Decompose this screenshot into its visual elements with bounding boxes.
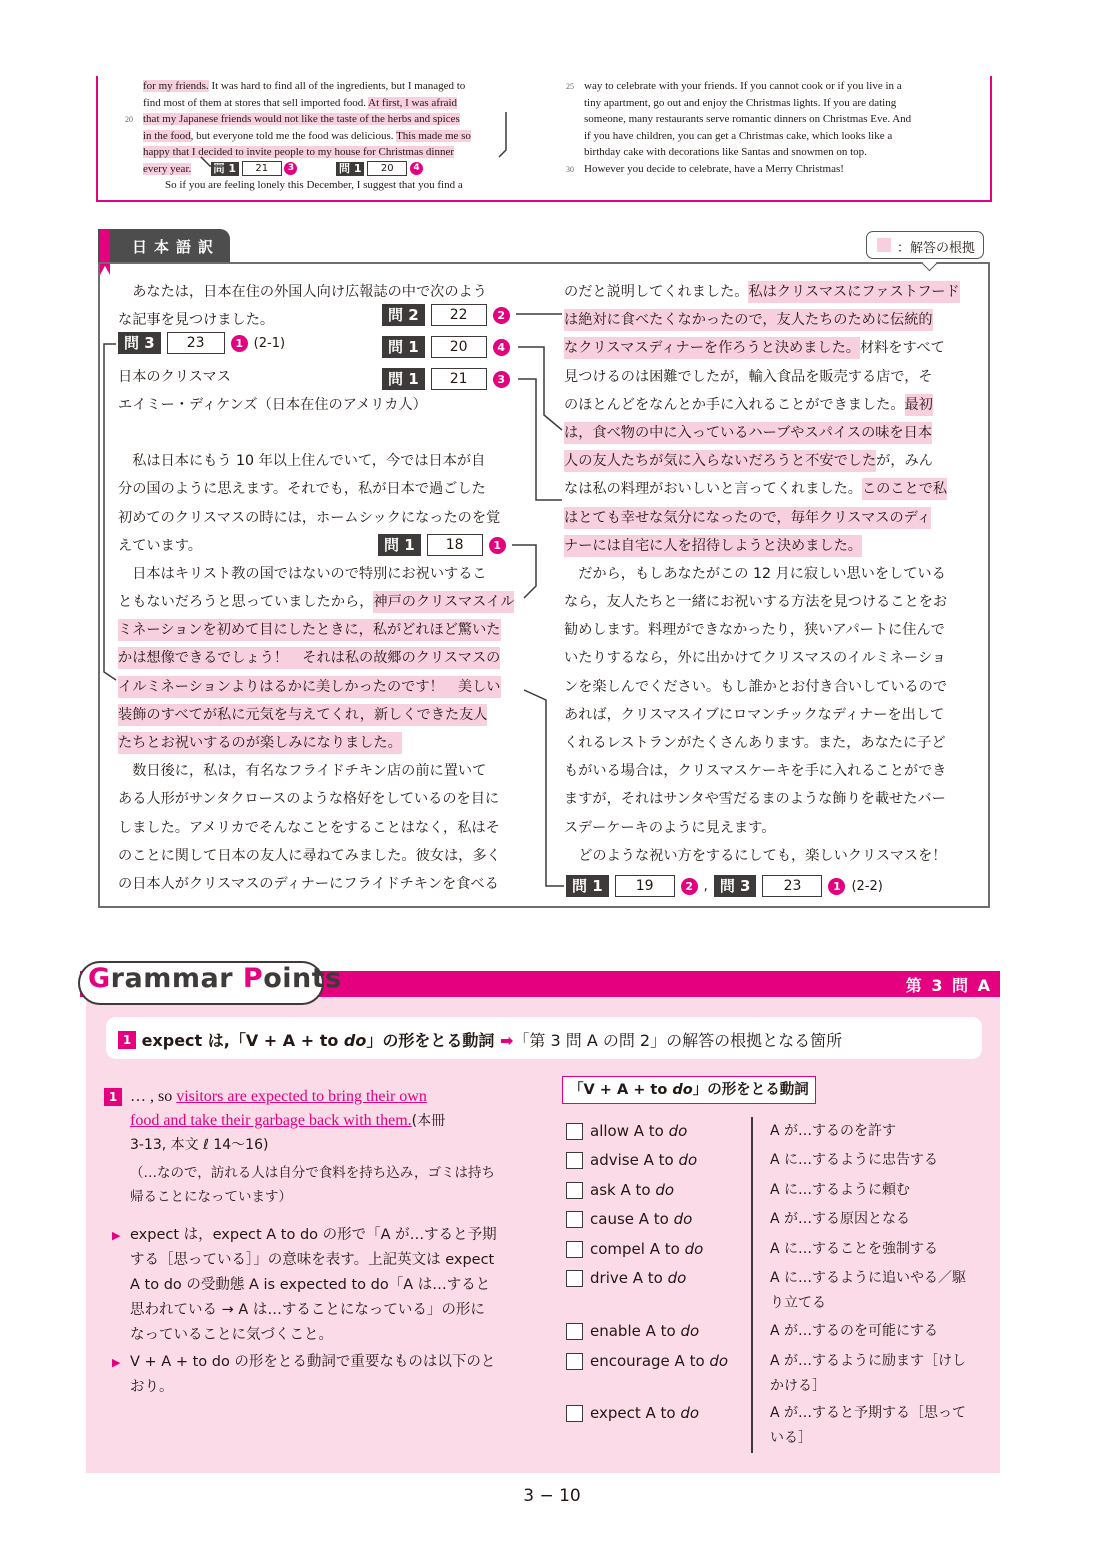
translation-line (564, 644, 970, 672)
example-number: 1 (104, 1088, 122, 1106)
checkbox-icon (566, 1323, 583, 1340)
translation-line (118, 504, 524, 532)
question-tag: 問 3 (714, 875, 757, 897)
translation-line (118, 419, 524, 447)
translation-text: あれば，クリスマスイブにロマンチックなディナーを出して (564, 706, 945, 723)
note-line: V + A + to do の形をとる動詞で重要なものは以下のと (130, 1354, 496, 1370)
verb-row (566, 1119, 986, 1144)
answer-box: 18 (427, 534, 483, 556)
meaning-line: A に…するように頼む (770, 1182, 911, 1198)
checkbox-icon (566, 1211, 583, 1228)
example-underlined: food and take their garbage back with them. (130, 1112, 412, 1129)
answer-box: 22 (431, 304, 487, 326)
translation-line (118, 842, 524, 870)
meaning-line: A に…するように追いやる／駆 (770, 1270, 967, 1286)
verb-do: do (684, 1240, 704, 1258)
translation-line (118, 785, 524, 813)
legend (866, 231, 984, 259)
highlighted-text: 最初 (905, 394, 933, 416)
translation-text: ますが，それはサンタや雪だるまのような飾りを載せたバー (564, 791, 946, 808)
question-marker (382, 336, 510, 358)
meaning-line: A が…する原因となる (770, 1211, 911, 1227)
meaning-line: A が…するように励ます［けし (770, 1353, 967, 1369)
translation-line (118, 870, 524, 898)
translation-line (118, 701, 524, 729)
verb-english (590, 1148, 697, 1173)
meaning-line: A が…すると予期する［思って (770, 1405, 967, 1421)
highlighted-text: ナーには自宅に人を招待しようと決めました。 (564, 535, 862, 557)
verb-text: expect A to (590, 1404, 681, 1422)
translation-line (564, 475, 970, 503)
passage-line (125, 111, 505, 128)
verb-row (566, 1349, 986, 1399)
question-marker (382, 304, 510, 326)
translation-text: エイミー・ディケンズ（日本在住のアメリカ人） (118, 396, 427, 413)
verb-row (566, 1266, 986, 1316)
answer-circle: 4 (410, 162, 423, 175)
translation-text: のほとんどをなんとか手に入れることができました。 (564, 396, 905, 413)
line-number: 20 (125, 115, 133, 124)
verb-text: allow A to (590, 1122, 669, 1140)
question-tag: 問 1 (382, 336, 425, 358)
passage-text: someone, many restaurants serve romantic dinners on Christmas Eve. And (584, 113, 912, 125)
translation-text: 日本のクリスマス (118, 368, 231, 385)
translation-line (564, 447, 970, 475)
translation-line (118, 278, 524, 306)
answer-circle: 3 (284, 162, 297, 175)
title-part: rammar (110, 963, 243, 994)
passage-text: if you have children, you can get a Christmas cake, which looks like a (584, 129, 893, 142)
highlighted-text: 私はクリスマスにファストフード (748, 281, 959, 303)
translation-line (564, 306, 970, 334)
answer-circle: 1 (489, 537, 506, 554)
translation-text: 初めてのクリスマスの時には，ホームシックになったのを覚 (118, 509, 501, 526)
highlighted-text: かは想像できるでしょう！ それは私の故郷のクリスマスの (118, 647, 500, 669)
verb-meaning (770, 1319, 990, 1344)
banner-part: expect は,「V + A + to (141, 1031, 344, 1050)
verb-english (590, 1401, 699, 1426)
meaning-line: A に…することを強制する (770, 1241, 939, 1257)
translation-line: （…なので，訪れる人は自分で食料を持ち込み，ゴミは持ち (130, 1165, 496, 1181)
translation-text: 見つけるのは困難でしたが，輸入食品を販売する店で，そ (564, 368, 933, 385)
highlighted-text: This made me so (396, 129, 471, 142)
example-block (104, 1085, 524, 1400)
note-line: する［思っている］」の意味を表す。上記英文は expect (130, 1252, 495, 1268)
example-reference: (本冊 (411, 1113, 446, 1129)
translation-line (118, 616, 524, 644)
answer-circle: 2 (493, 307, 510, 324)
highlighted-text: なクリスマスディナーを作ろうと決めました。 (564, 337, 860, 359)
translation-line (118, 560, 524, 588)
translation-line (564, 785, 970, 813)
verb-text: enable A to (590, 1322, 681, 1340)
answer-circle: 1 (231, 335, 248, 352)
translation-line (564, 729, 970, 757)
verb-do: do (655, 1181, 675, 1199)
note-line: expect は，expect A to do の形で「A が…すると予期 (130, 1227, 497, 1243)
translation-line: 帰ることになっています） (130, 1189, 292, 1205)
example-text: … , so (130, 1088, 177, 1105)
translation-text: ある人形がサンタクロースのような格好をしているのを目に (118, 791, 500, 808)
question-marker (118, 332, 285, 354)
triangle-icon: ▶ (112, 1229, 121, 1242)
answer-box: 23 (167, 332, 225, 354)
highlighted-text: 人の友人たちが気に入らないだろうと不安でした (564, 450, 876, 472)
passage-line (143, 95, 505, 112)
question-tag: 問 1 (382, 368, 425, 390)
heading-part: do (672, 1082, 693, 1098)
verb-do: do (673, 1210, 693, 1228)
checkbox-icon (566, 1182, 583, 1199)
translation-text: 数日後に，私は，有名なフライドチキン店の前に置いて (118, 763, 487, 780)
verb-meaning (770, 1148, 990, 1173)
verb-row (566, 1207, 986, 1232)
translation-title: 日本語訳 (132, 238, 221, 256)
point-number: 1 (118, 1031, 136, 1049)
example-underlined: visitors are expected to bring their own (176, 1088, 427, 1105)
translation-line (564, 673, 970, 701)
translation-text: 日本はキリスト教の国ではないので特別にお祝いするこ (118, 565, 487, 582)
question-tag: 問 2 (382, 304, 425, 326)
translation-text: なは私の料理がおいしいと言ってくれました。 (564, 481, 862, 498)
grammar-banner-text (118, 1028, 842, 1051)
title-part: oints (263, 963, 342, 994)
meaning-line: いる］ (770, 1430, 812, 1446)
answer-note: (2-2) (851, 878, 883, 894)
translation-text: あなたは，日本在住の外国人向け広報誌の中で次のよう (118, 284, 487, 300)
translation-line (564, 334, 970, 362)
meaning-line: A が…するのを可能にする (770, 1323, 939, 1339)
passage-text: way to celebrate with your friends. If you cannot cook or if you live in a (584, 80, 902, 92)
translation-text: 勧めします。料理ができなかったり，狭いアパートに住んで (564, 622, 945, 639)
translation-text: のことに関して日本の友人に尋ねてみました。彼女は，多く (118, 847, 501, 864)
note-1 (104, 1223, 524, 1348)
translation-line (564, 532, 970, 560)
verb-english (590, 1319, 699, 1344)
note-line: 思われている → A は…することになっている」の形に (130, 1302, 485, 1318)
verb-english (590, 1207, 692, 1232)
page-number: 3 − 10 (523, 1486, 581, 1506)
question-tag: 問 1 (566, 875, 609, 897)
passage-line (143, 144, 505, 161)
translation-text: スデーケーキのように見えます。 (564, 819, 776, 836)
banner-part: 」の形をとる動詞 (366, 1031, 495, 1050)
translation-line (564, 842, 970, 870)
triangle-icon: ▶ (112, 1356, 121, 1369)
translation-text: どのような祝い方をするにしても，楽しいクリスマスを！ (564, 847, 947, 864)
translation-line (118, 644, 524, 672)
highlighted-text: ミネーションを初めて目にしたときに，私がどれほど驚いた (118, 619, 501, 641)
passage-line (584, 144, 946, 161)
passage-text: , but everyone told me the food was delicious. (190, 129, 397, 142)
english-left-column (125, 78, 505, 194)
verb-text: drive A to (590, 1269, 668, 1287)
verb-meaning (770, 1401, 990, 1451)
passage-line (143, 177, 505, 194)
meaning-line: り立てる (770, 1295, 826, 1311)
verb-row (566, 1237, 986, 1262)
highlighted-text: 装飾のすべてが私に元気を与えてくれ，新しくできた友人 (118, 704, 487, 726)
translation-line (118, 588, 524, 616)
translation-text: ンを楽しんでください。もし誰かとお付き合いしているので (564, 678, 948, 695)
example-translation (130, 1161, 524, 1209)
verb-meaning (770, 1119, 990, 1144)
translation-text: だから，もしあなたがこの 12 月に寂しい思いをしている (564, 565, 946, 582)
answer-circle: 2 (681, 878, 698, 895)
passage-text: tiny apartment, go out and enjoy the Christmas lights. If you are dating (584, 96, 897, 109)
highlighted-text: that my Japanese friends would not like the taste of the herbs and spices (143, 113, 460, 125)
spacer (297, 163, 336, 175)
translation-line (564, 588, 970, 616)
meaning-line: A に…するように忠告する (770, 1152, 939, 1168)
verb-meaning (770, 1207, 990, 1232)
verb-meaning (770, 1266, 990, 1316)
checkbox-icon (566, 1241, 583, 1258)
note-1-lines (130, 1223, 524, 1348)
highlight-swatch (877, 238, 891, 252)
question-tag: 問 1 (336, 162, 364, 176)
verb-meaning (770, 1178, 990, 1203)
highlighted-text: At first, I was afraid (368, 96, 458, 109)
passage-line (584, 95, 946, 112)
verb-english (590, 1349, 728, 1374)
verb-meaning (770, 1237, 990, 1262)
note-line: A to do の受動態 A is expected to do「A は…すると (130, 1277, 491, 1293)
checkbox-icon (566, 1353, 583, 1370)
verb-english (590, 1266, 686, 1291)
grammar-title (88, 963, 342, 994)
translation-line (564, 419, 970, 447)
highlighted-text: は，食べ物の中に入っているハーブやスパイスの味を日本 (564, 422, 932, 444)
passage-text: birthday cake with decorations like Santas and snowmen on top. (584, 146, 867, 158)
translation-line (564, 757, 970, 785)
example-sentence (104, 1085, 524, 1209)
translation-text: しました。アメリカでそんなことをすることはなく，私はそ (118, 819, 500, 836)
section-label: 第 3 問 A (905, 976, 992, 995)
verb-text: cause A to (590, 1210, 674, 1228)
passage-line (143, 78, 505, 95)
translation-line (118, 673, 524, 701)
english-right-column (566, 78, 946, 177)
title-letter: G (88, 963, 111, 994)
verb-english (590, 1119, 687, 1144)
line-number: 25 (566, 82, 574, 91)
passage-text: So if you are feeling lonely this December, I suggest that you find a (165, 179, 463, 191)
verb-row (566, 1401, 986, 1451)
answer-note: , (703, 878, 708, 894)
highlighted-text: 神戸のクリスマスイル (373, 591, 514, 613)
highlighted-text: はとても幸せな気分になったので，毎年クリスマスのディ (564, 507, 931, 529)
translation-line (118, 757, 524, 785)
note-line: おり。 (130, 1379, 174, 1395)
passage-text: It was hard to find all of the ingredients, but I managed to (208, 80, 466, 92)
translation-line (118, 391, 524, 419)
translation-line (564, 616, 970, 644)
arrow-icon: ➡ (499, 1031, 514, 1050)
heading-part: 「V + A + to (569, 1082, 673, 1098)
passage-line (143, 128, 505, 145)
verb-do: do (668, 1122, 688, 1140)
passage-text: find most of them at stores that sell imported food. (143, 96, 369, 109)
verb-text: encourage A to (590, 1352, 710, 1370)
english-passage-box (96, 76, 992, 202)
highlighted-text: every year. (143, 162, 192, 175)
translation-text: 材料をすべて (859, 340, 945, 357)
passage-line (143, 161, 505, 178)
translation-text: 私は日本にもう 10 年以上住んでいて，今では日本が自 (118, 453, 486, 470)
passage-line (566, 78, 946, 95)
verb-do: do (667, 1269, 687, 1287)
highlighted-text: happy that I decided to invite people to my house for Christmas dinner (143, 146, 454, 158)
note-2 (104, 1350, 524, 1400)
answer-box: 19 (615, 875, 675, 897)
verb-row (566, 1148, 986, 1173)
highlighted-text: は絶対に食べたくなかったので，友人たちのために伝統的 (564, 309, 933, 331)
translation-text: くれるレストランがたくさんあります。また，あなたに子ど (564, 735, 946, 751)
legend-label: ：解答の根拠 (897, 241, 976, 256)
translation-line (564, 391, 970, 419)
translation-text: いたりするなら，外に出かけてクリスマスのイルミネーショ (564, 650, 946, 667)
checkbox-icon (566, 1152, 583, 1169)
note-line: なっていることに気づくこと。 (130, 1327, 333, 1343)
question-tag: 問 1 (378, 534, 421, 556)
note-2-lines (130, 1350, 524, 1400)
heading-part: 」の形をとる動詞 (692, 1082, 809, 1098)
question-tag: 問 3 (118, 332, 161, 354)
answer-box: 20 (367, 161, 407, 176)
translation-text: の日本人がクリスマスのディナーにフライドチキンを食べる (118, 875, 499, 892)
answer-circle: 3 (493, 371, 510, 388)
translation-right-column (564, 278, 970, 870)
passage-text: However you decide to celebrate, have a Merry Christmas! (584, 162, 844, 175)
question-tag: 問 1 (211, 162, 239, 176)
spacer (191, 163, 210, 175)
checkbox-icon (566, 1123, 583, 1140)
checkbox-icon (566, 1270, 583, 1287)
translation-text: 分の国のように思えます。それでも，私が日本で過ごした (118, 481, 486, 498)
highlighted-text: たちとお祝いするのが楽しみになりました。 (118, 732, 402, 754)
translation-line (118, 447, 524, 475)
answer-box: 23 (762, 875, 822, 897)
translation-line (118, 475, 524, 503)
example-reference: 3-13, 本文 ℓ 14〜16) (130, 1137, 269, 1153)
verb-english (590, 1237, 703, 1262)
verb-text: advise A to (590, 1151, 679, 1169)
translation-text: が，みん (876, 453, 933, 470)
answer-box: 21 (431, 368, 487, 390)
verb-do: do (680, 1404, 700, 1422)
translation-line (118, 729, 524, 757)
translation-line (564, 701, 970, 729)
highlighted-text: in the food (143, 129, 191, 142)
passage-line (584, 111, 946, 128)
question-marker (378, 534, 506, 556)
translation-line (564, 504, 970, 532)
translation-text: なら，友人たちと一緒にお祝いする方法を見つけることをお (564, 594, 948, 611)
verb-text: ask A to (590, 1181, 656, 1199)
banner-part: do (343, 1031, 367, 1050)
highlighted-text: for my friends. (143, 80, 209, 92)
verb-do: do (709, 1352, 729, 1370)
translation-text: な記事を見つけました。 (118, 312, 275, 329)
translation-line (564, 814, 970, 842)
meaning-line: かける］ (770, 1378, 826, 1394)
answer-note: (2-1) (253, 335, 286, 351)
verb-text: compel A to (590, 1240, 685, 1258)
passage-line (566, 161, 946, 178)
translation-line (564, 278, 970, 306)
answer-box: 21 (242, 161, 282, 176)
translation-line (564, 560, 970, 588)
verb-row (566, 1319, 986, 1344)
question-marker (566, 875, 883, 897)
line-number: 30 (566, 164, 574, 174)
title-letter: P (242, 963, 264, 994)
answer-circle: 4 (493, 339, 510, 356)
translation-text: ともないだろうと思っていましたから， (118, 594, 374, 611)
verb-row (566, 1178, 986, 1203)
meaning-line: A が…するのを許す (770, 1123, 897, 1139)
passage-line (584, 128, 946, 145)
checkbox-icon (566, 1405, 583, 1422)
banner-part: 「第 3 問 A の問 2」の解答の根拠となる箇所 (513, 1031, 843, 1050)
verbs-heading (562, 1076, 816, 1104)
translation-line (118, 814, 524, 842)
answer-box: 20 (431, 336, 487, 358)
question-marker (382, 368, 510, 390)
highlighted-text: このことで私 (862, 478, 947, 500)
translation-text: のだと説明してくれました。 (564, 284, 749, 300)
translation-text: えています。 (118, 537, 202, 554)
translation-line (564, 363, 970, 391)
verb-do: do (680, 1322, 700, 1340)
verb-english (590, 1178, 674, 1203)
highlighted-text: イルミネーションよりはるかに美しかったのです！ 美しい (118, 676, 501, 698)
translation-text: もがいる場合は，クリスマスケーキを手に入れることができ (564, 763, 947, 780)
verb-meaning (770, 1349, 990, 1399)
answer-circle: 1 (828, 878, 845, 895)
verb-do: do (678, 1151, 698, 1169)
